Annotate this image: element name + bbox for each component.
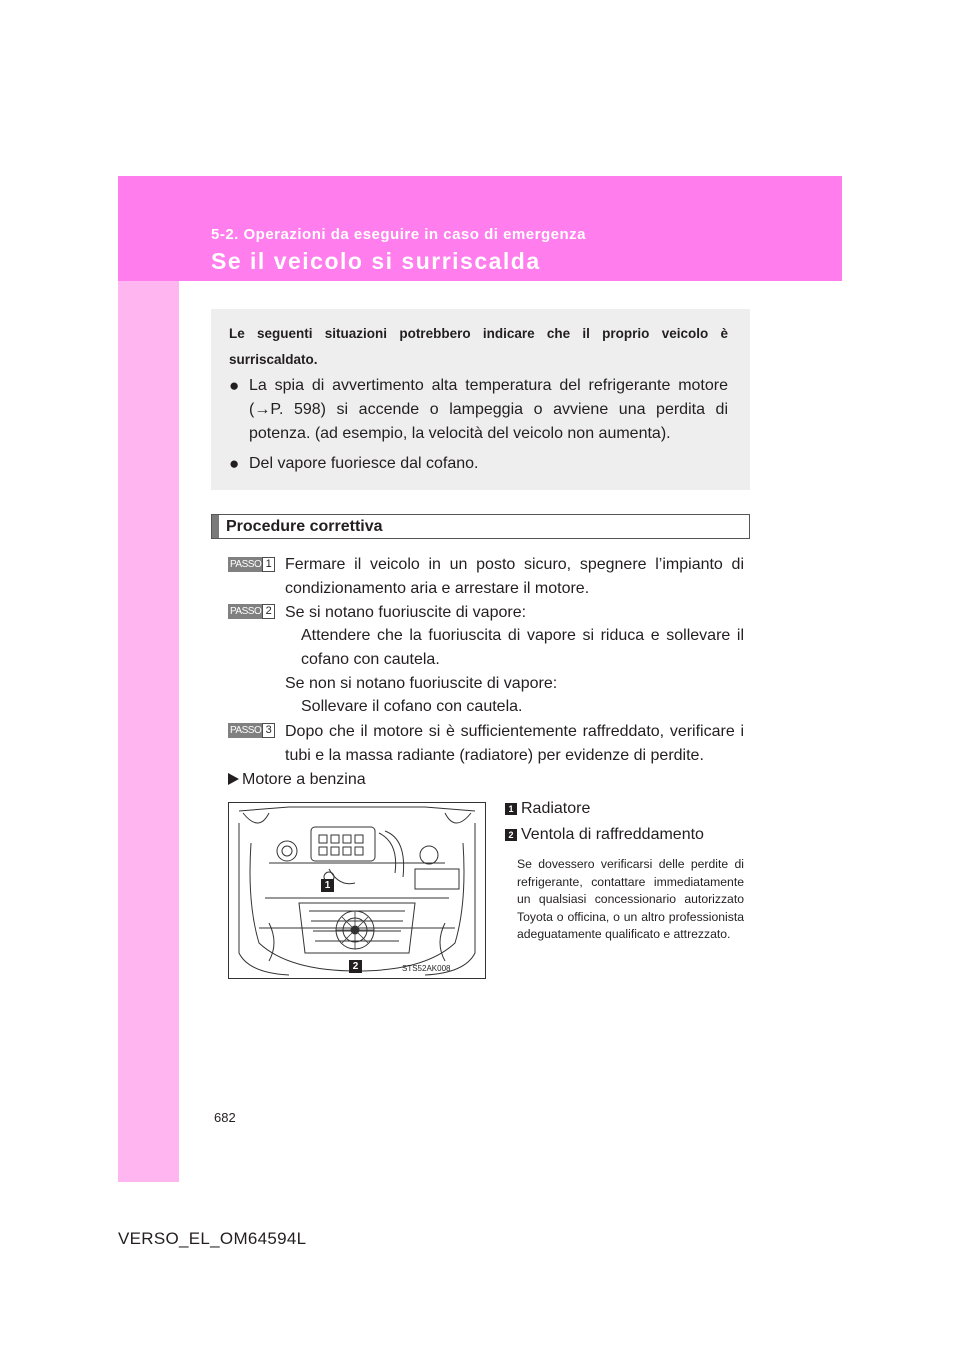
step-2-sub2: Sollevare il cofano con cautela.: [301, 698, 523, 715]
bullet-text: Del vapore fuoriesce dal cofano.: [249, 455, 479, 472]
document-code: VERSO_EL_OM64594L: [118, 1229, 307, 1248]
procedure-heading-bar: [211, 514, 750, 539]
bullet-item: [229, 452, 728, 476]
step-1-text: Fermare il veicolo in un posto sicuro, spegnere l’impianto di condizionamento aria e arrestare il motore.: [285, 556, 744, 597]
callout-badge-2: 2: [349, 960, 362, 973]
bullet-dot-icon: ●: [229, 454, 240, 473]
engine-bay-drawing: [229, 803, 485, 978]
image-code: STS52AK008: [402, 964, 451, 973]
step-2-sub1: Attendere che la fuoriuscita di vapore si riduca e sollevare il cofano con cautela.: [301, 627, 744, 668]
legend-badge: 1: [505, 803, 517, 815]
bullet-dot-icon: ●: [229, 376, 240, 395]
step-badge-2: PASSO 2: [228, 604, 275, 619]
section-label: 5-2. Operazioni da eseguire in caso di emergenza: [211, 226, 586, 243]
page-title: Se il veicolo si surriscalda: [211, 248, 541, 274]
step-2-text2: Se non si notano fuoriuscite di vapore:: [285, 675, 558, 692]
bullet-text: La spia di avvertimento alta temperatura del refrigerante motore (→P. 598) si accende o lampeggia o avviene una perdita di potenza. (ad esempio, la velocità del veicolo non aumenta).: [249, 377, 728, 442]
engine-type-label: Motore a benzina: [228, 768, 366, 792]
bullet-item: [229, 374, 728, 446]
callout-badge-1: 1: [321, 879, 334, 892]
step-badge-1: PASSO 1: [228, 557, 275, 572]
step-badge-3: PASSO 3: [228, 723, 275, 738]
heading-accent: [212, 515, 219, 538]
triangle-arrow-icon: [228, 773, 239, 785]
side-margin-band: [118, 176, 179, 1182]
legend-item: 1 Radiatore: [505, 797, 590, 821]
intro-text: Le seguenti situazioni potrebbero indicare che il proprio veicolo è surriscaldato.: [229, 326, 728, 367]
figure-note: Se dovessero verificarsi delle perdite di refrigerante, contattare immediatamente un qualsiasi concessionario autorizzato Toyota o officina, o un altro professionista adeguatamente qualificato e attrezzato.: [517, 857, 744, 941]
step-2-text: Se si notano fuoriuscite di vapore:: [285, 604, 527, 621]
procedure-title: Procedure correttiva: [226, 518, 383, 535]
step-3-text: Dopo che il motore si è sufficientemente raffreddato, verificare i tubi e la massa radiante (radiatore) per evidenze di perdite.: [285, 723, 744, 764]
page-number: 682: [214, 1110, 236, 1125]
engine-bay-illustration: [228, 802, 486, 979]
legend-badge: 2: [505, 829, 517, 841]
legend-item: 2 Ventola di raffreddamento: [505, 823, 704, 847]
